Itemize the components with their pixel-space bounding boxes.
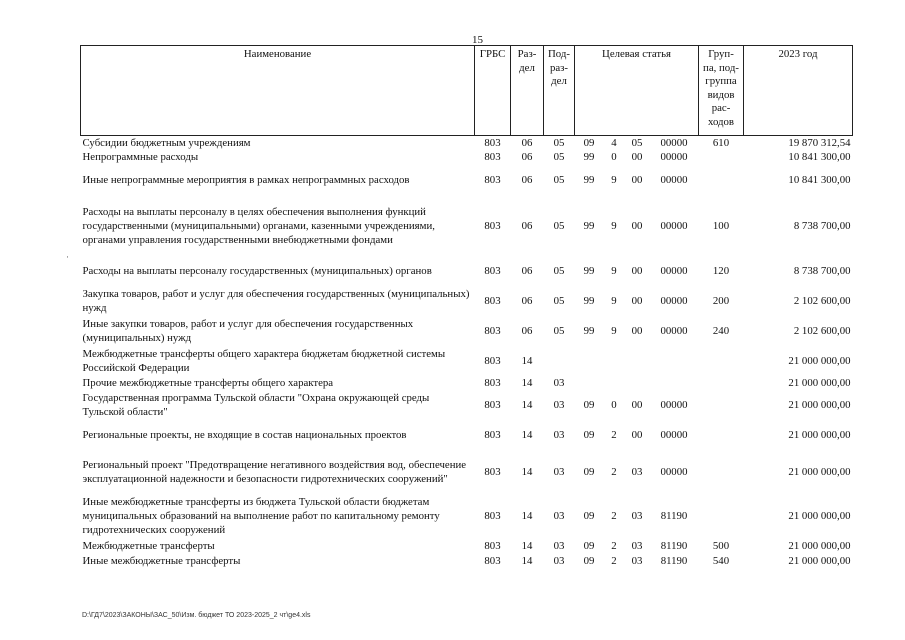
row-podrazdel: 05 [553,151,565,163]
row-podrazdel: 05 [553,174,565,186]
table-row [81,390,853,420]
row-podrazdel: 05 [553,295,565,307]
row-name: Межбюджетные трансферты общего характера бюджетам бюджетной системы Российской Федерации [82,348,446,374]
row-name: Закупка товаров, работ и услуг для обеспечения государственных (муниципальных) нужд [82,288,470,314]
row-amount: 10 841 300,00 [788,174,851,186]
row-target-event: 03 [631,466,643,478]
row-razdel: 14 [521,377,533,389]
row-target-subprogram: 9 [611,295,617,307]
row-amount: 8 738 700,00 [793,220,851,232]
row-podrazdel: 05 [553,220,565,232]
row-target-direction: 00000 [660,265,688,277]
row-razdel: 14 [521,429,533,441]
row-amount: 2 102 600,00 [793,325,851,337]
row-target-direction: 81190 [660,554,688,567]
row-razdel: 06 [521,265,533,277]
row-name: Непрограммные расходы [82,151,199,163]
row-expense-type: 120 [712,265,730,277]
row-target-program: 99 [583,220,595,232]
row-amount: 21 000 000,00 [788,399,851,411]
row-target-subprogram: 9 [611,325,617,337]
row-target-program: 99 [583,174,595,186]
row-target-direction: 00000 [660,429,688,441]
table-row [81,450,853,494]
row-razdel: 06 [521,151,533,163]
row-amount: 21 000 000,00 [788,466,851,478]
row-expense-type: 500 [712,539,730,552]
row-target-event: 03 [631,510,643,522]
row-target-program: 09 [583,429,595,441]
row-target-event: 03 [631,539,643,552]
row-expense-type [699,450,744,494]
row-name: Иные закупки товаров, работ и услуг для обеспечения государственных (муниципальных) нужд [82,318,414,344]
row-target-direction [650,376,699,390]
row-target-direction: 00000 [660,174,688,186]
row-expense-type: 200 [712,295,730,307]
row-target-event: 00 [631,399,643,411]
row-expense-type [699,376,744,390]
row-target-program: 09 [583,137,595,149]
row-name: Расходы на выплаты персоналу в целях обеспечения выполнения функций государственными (муниципальными) органами, казенными учреждениями, органами управления государственными внебюджетными фондами [82,206,435,246]
row-target-direction: 00000 [660,137,688,149]
table-row [81,286,853,316]
row-grbs: 803 [484,539,501,552]
row-target-subprogram: 4 [611,137,617,149]
row-grbs: 803 [484,554,501,567]
row-target-subprogram: 9 [611,174,617,186]
row-grbs: 803 [484,429,501,441]
row-podrazdel: 03 [553,466,565,478]
row-expense-type: 100 [712,220,730,232]
row-target-event: 00 [631,220,643,232]
row-name: Межбюджетные трансферты [82,539,215,552]
header-target-article: Целевая статья [575,46,699,136]
row-razdel: 14 [521,355,533,367]
row-name: Расходы на выплаты персоналу государственных (муниципальных) органов [82,265,432,277]
row-razdel: 14 [521,539,533,552]
row-amount: 19 870 312,54 [788,137,851,149]
row-podrazdel: 03 [553,377,565,389]
row-target-direction: 00000 [660,399,688,411]
row-expense-type [699,150,744,164]
header-grbs: ГРБС [475,46,511,136]
row-razdel: 06 [521,174,533,186]
table-row [81,376,853,390]
file-path-footer: D:\ГД7\2023\ЗАКОНЫ\ЗАС_50\Изм. бюджет ТО 2023-2025_2 чт\ge4.xls [82,612,311,619]
row-razdel: 14 [521,466,533,478]
row-amount: 21 000 000,00 [788,554,851,567]
row-podrazdel: 05 [553,265,565,277]
row-target-program: 99 [583,151,595,163]
row-target-subprogram: 2 [611,539,617,552]
table-row [81,553,853,568]
row-target-direction: 00000 [660,466,688,478]
row-grbs: 803 [484,466,501,478]
row-razdel: 14 [521,510,533,522]
row-podrazdel [544,346,575,376]
header-podrazdel: Под- раз- дел [544,46,575,136]
row-podrazdel: 03 [553,539,565,552]
row-amount: 21 000 000,00 [788,510,851,522]
budget-table [80,45,853,568]
row-expense-type [699,420,744,450]
row-grbs: 803 [484,325,501,337]
row-podrazdel: 03 [553,510,565,522]
row-name: Прочие межбюджетные трансферты общего характера [82,377,334,389]
row-podrazdel: 05 [553,325,565,337]
table-row [81,256,853,286]
row-amount: 21 000 000,00 [788,539,851,552]
row-expense-type: 540 [712,554,730,567]
row-razdel: 06 [521,295,533,307]
row-target-program: 99 [583,265,595,277]
row-target-program: 09 [583,510,595,522]
header-year: 2023 год [744,46,853,136]
row-target-subprogram: 2 [611,466,617,478]
row-amount: 21 000 000,00 [788,429,851,441]
row-amount: 21 000 000,00 [788,355,851,367]
row-target-direction: 00000 [660,220,688,232]
table-row [81,164,853,196]
row-target-direction [650,346,699,376]
row-target-event: 00 [631,174,643,186]
row-amount: 21 000 000,00 [788,377,851,389]
row-target-program: 09 [583,466,595,478]
header-expense-group: Груп- па, под- группа видов рас- ходов [699,46,744,136]
row-name: Иные межбюджетные трансферты из бюджета Тульской области бюджетам муниципальных образований на выполнение работ по капитальному ремонту гидротехнических сооружений [82,496,440,536]
row-target-subprogram: 9 [611,265,617,277]
row-target-subprogram: 2 [611,510,617,522]
row-target-event: 00 [631,295,643,307]
row-expense-type: 610 [712,137,730,149]
row-grbs: 803 [484,265,501,277]
row-target-event [625,346,650,376]
table-row [81,316,853,346]
row-grbs: 803 [484,174,501,186]
row-expense-type [699,164,744,196]
row-grbs: 803 [484,510,501,522]
row-target-program: 09 [583,554,595,567]
row-grbs: 803 [484,295,501,307]
row-razdel: 06 [521,137,533,149]
row-expense-type [699,390,744,420]
row-podrazdel: 03 [553,429,565,441]
row-target-direction: 00000 [660,325,688,337]
row-target-event: 00 [631,325,643,337]
row-target-direction: 81190 [660,539,688,552]
row-name: Региональные проекты, не входящие в состав национальных проектов [82,429,407,441]
row-razdel: 14 [521,399,533,411]
table-row [81,196,853,256]
table-row [81,494,853,538]
row-amount: 2 102 600,00 [793,295,851,307]
row-name: Региональный проект "Предотвращение негативного воздействия вод, обеспечение эксплуатационной надежности и безопасности гидротехнических сооружений" [82,459,467,485]
row-razdel: 06 [521,325,533,337]
row-target-event: 00 [631,429,643,441]
row-target-subprogram: 0 [611,151,617,163]
row-target-program: 99 [583,325,595,337]
table-header [81,46,853,136]
row-target-program [575,376,604,390]
row-target-direction: 00000 [660,295,688,307]
row-target-subprogram: 0 [611,399,617,411]
row-name: Иные межбюджетные трансферты [82,554,241,567]
row-amount: 8 738 700,00 [793,265,851,277]
row-razdel: 14 [521,554,533,567]
row-target-event: 00 [631,265,643,277]
row-target-program: 09 [583,399,595,411]
row-target-program [575,346,604,376]
row-target-direction: 81190 [660,510,688,522]
row-target-program: 99 [583,295,595,307]
page-number: 15 [472,34,483,46]
table-row [81,136,853,151]
row-name: Иные непрограммные мероприятия в рамках непрограммных расходов [82,174,410,186]
row-target-direction: 00000 [660,151,688,163]
row-target-subprogram: 2 [611,429,617,441]
row-podrazdel: 05 [553,137,565,149]
header-name: Наименование [81,46,475,136]
table-row [81,420,853,450]
row-target-program: 09 [583,539,595,552]
table-body [81,136,853,569]
row-target-event: 03 [631,554,643,567]
table-row [81,150,853,164]
row-name: Государственная программа Тульской области "Охрана окружающей среды Тульской области" [82,392,430,418]
row-target-subprogram: 9 [611,220,617,232]
row-name: Субсидии бюджетным учреждениям [82,137,251,149]
margin-mark: · [66,252,69,262]
row-target-subprogram [604,376,625,390]
row-grbs: 803 [484,399,501,411]
row-expense-type [699,494,744,538]
header-razdel: Раз- дел [511,46,544,136]
row-expense-type: 240 [712,325,730,337]
row-target-event: 00 [631,151,643,163]
row-podrazdel: 03 [553,399,565,411]
row-expense-type [699,346,744,376]
row-amount: 10 841 300,00 [788,151,851,163]
row-grbs: 803 [484,355,501,367]
table-row [81,538,853,553]
row-target-subprogram: 2 [611,554,617,567]
row-grbs: 803 [484,377,501,389]
row-target-event: 05 [631,137,643,149]
row-razdel: 06 [521,220,533,232]
row-target-event [625,376,650,390]
row-grbs: 803 [484,151,501,163]
row-target-subprogram [604,346,625,376]
table-row [81,346,853,376]
row-grbs: 803 [484,137,501,149]
row-grbs: 803 [484,220,501,232]
row-podrazdel: 03 [553,554,565,567]
